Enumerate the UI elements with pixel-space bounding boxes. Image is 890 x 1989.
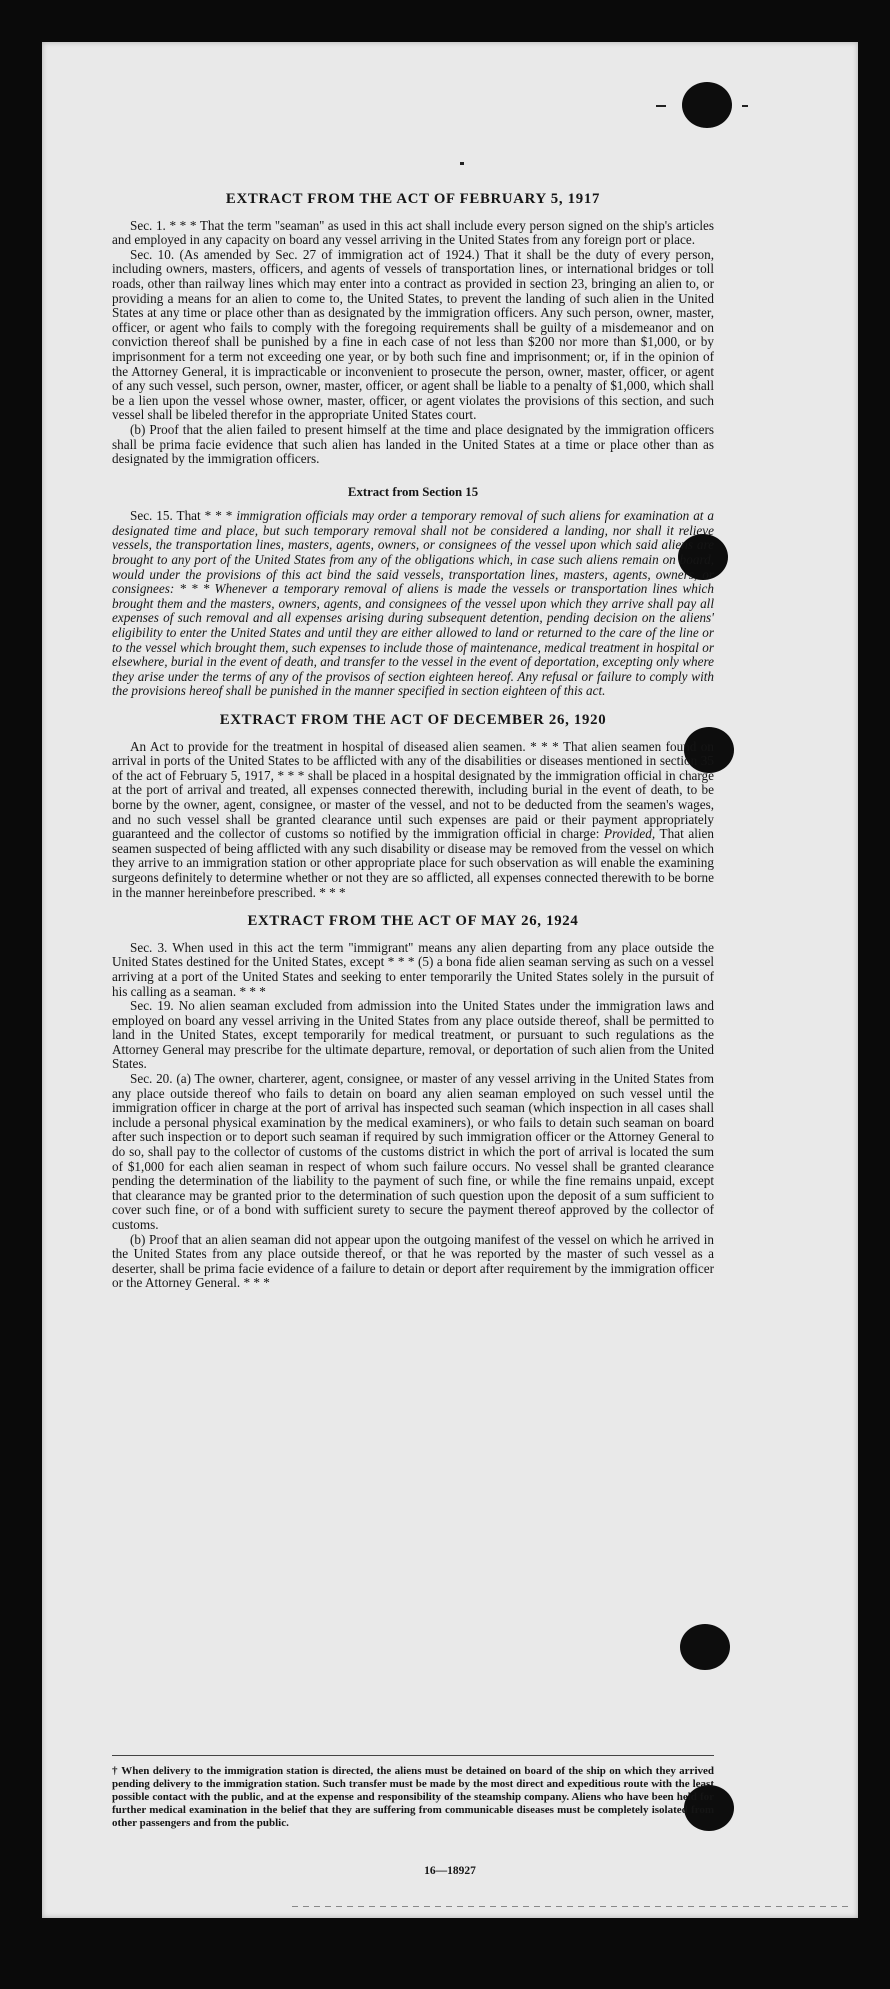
heading-dec-1920: EXTRACT FROM THE ACT OF DECEMBER 26, 1920 bbox=[219, 712, 607, 728]
paragraph-sec-10b: (b) Proof that the alien failed to present himself at the time and place designated by the immigration officers shall be prima facie evidence that such alien has landed in the United States at a time or place other than as designated by the immigration officers. bbox=[112, 421, 714, 467]
heading-section-15: Extract from Section 15 bbox=[347, 484, 479, 499]
punch-hole bbox=[680, 1624, 730, 1670]
dec-1920-rest: That alien seamen suspected of being afflicted with any such disability or disease may be removed from the vessel on which they arrive to an immigration station or other appropriate place for such observation as will enable the examining surgeons definitely to determine whether or not they are so afflicted, all expenses connected therewith to be borne in the manner hereinbefore prescribed. * * * bbox=[112, 826, 714, 900]
paragraph-sec-20b: (b) Proof that an alien seaman did not appear upon the outgoing manifest of the vessel on which he arrived in the United States from any place outside thereof, or that he was reported by the master of such vessel as a deserter, shall be prima facie evidence of a failure to detain or deport after requirement by the immigration officer or the Attorney General. * * * bbox=[112, 1231, 714, 1291]
paragraph-sec-19: Sec. 19. No alien seaman excluded from admission into the United States under the immigration laws and employed on board any vessel arriving in the United States from any place outside thereof, shall be permitted to land in the United States, except temporarily for medical treatment, or pursuant to such regulations as the Attorney General may prescribe for the ultimate departure, removal, or deportation of such alien from the United States. bbox=[112, 998, 714, 1072]
form-number: 16—18927 bbox=[424, 1865, 476, 1877]
paragraph-sec-15 bbox=[112, 509, 714, 699]
punch-mark bbox=[742, 105, 748, 107]
paragraph-sec-3: Sec. 3. When used in this act the term ''immigrant'' means any alien departing from any place outside the United States destined for the United States, except * * * (5) a bona fide alien seaman serving as such on a vessel arriving at a port of the United States and seeking to enter temporarily the United States solely in the pursuit of his calling as a seaman. * * * bbox=[112, 939, 714, 999]
sec-15-italic-text: immigration officials may order a temporary removal of such aliens for examination at a designated time and place, but such temporary removal shall not be considered a landing, nor shall it relieve vessels, the transportation lines, masters, agents, owners, or consignees of the vessel upon which said aliens are brought to any port of the United States from any of the obligations which, in case such aliens remain on board, would under the provisions of this act bind the said vessels, transportation lines, masters, agents, owners, or consignees: * * * Whenever a temporary removal of aliens is made the vessels or transportation lines which brought them and the masters, owners, agents, and consignees of the vessel upon which they arrive shall pay all expenses of such removal and all expenses arising during subsequent detention, pending decision on the aliens' eligibility to enter the United States and until they are either allowed to land or returned to the care of the line or to the vessel which brought them, such expenses to include those of maintenance, medical treatment in hospital or elsewhere, burial in the event of death, and transfer to the vessel in the event of deportation, excepting only where they arise under the terms of any of the provisos of section eighteen hereof. Any refusal or failure to comply with the provisions hereof shall be punished in the manner specified in section eighteen of this act. bbox=[112, 508, 715, 699]
provided-word: Provided, bbox=[604, 826, 656, 842]
paragraph-sec-1: Sec. 1. * * * That the term ''seaman'' as used in this act shall include every person signed on the ship's articles and employed in any capacity on board any vessel arriving in the United States from any foreign port or place. bbox=[112, 217, 714, 248]
heading-may-1924: EXTRACT FROM THE ACT OF MAY 26, 1924 bbox=[247, 913, 579, 930]
document-body bbox=[112, 192, 714, 1291]
paragraph-sec-10: Sec. 10. (As amended by Sec. 27 of immigration act of 1924.) That it shall be the duty of every person, including owners, masters, officers, and agents of vessels of transportation lines, or international bridges or toll roads, other than railway lines which may enter into a contract as provided in section 23, bringing an alien to, or providing a means for an alien to come to, the United States, to prevent the landing of such alien in the United States at any time or place other than as designated by the immigration officers. Any such person, owner, master, officer, or agent who fails to comply with the foregoing requirements shall be guilty of a misdemeanor and on conviction thereof shall be punished by a fine in each case of not less than $200 nor more than $1,000, or by imprisonment for a term not exceeding one year, or by both such fine and imprisonment; or, if in the opinion of the Attorney General, it is impracticable or inconvenient to prosecute the person, owner, master, officer, or agent of any such vessel, such person, owner, master, officer, or agent shall be liable to a penalty of $1,000, which shall be a lien upon the vessel whose owner, master, officer, or agent violates the provisions of this section, and such vessel shall be libeled therefor in the appropriate United States court. bbox=[112, 246, 714, 423]
punch-hole-top bbox=[682, 82, 732, 128]
dec-1920-text: An Act to provide for the treatment in hospital of diseased alien seamen. * * * That alien seamen found on arrival in ports of the United States to be afflicted with any of the disabilities or diseases mentioned in section 35 of the act of February 5, 1917, * * * shall be placed in a hospital designated by the immigration official in charge at the port of arrival and treated, all expenses connected therewith, including burial in the event of death, to be borne by the owner, agent, consignee, or master of the vessel, and not to be deducted from the seamen's wages, and no such vessel shall be granted clearance until such expenses are paid or their payment appropriately guaranteed and the collector of customs so notified by the immigration official in charge: bbox=[112, 738, 714, 842]
document-sheet bbox=[42, 42, 858, 1918]
paragraph-dec-1920 bbox=[112, 740, 714, 901]
sec-15-lead: Sec. 15. That * * * bbox=[130, 508, 237, 524]
paragraph-sec-20a: Sec. 20. (a) The owner, charterer, agent, consignee, or master of any vessel arriving in the United States from any place outside thereof who fails to detain on board any alien seaman employed on such vessel until the immigration officer in charge at the port of arrival has inspected such seaman (which inspection in all cases shall include a personal physical examination by the medical examiners), or who fails to detain such seaman on board after such inspection or to deport such seaman if required by such immigration officer or the Attorney General to do so, shall pay to the collector of customs of the customs district in which the port of arrival is located the sum of $1,000 for each alien seaman in respect of whom such failure occurs. No vessel shall be granted clearance pending the determination of the liability to the payment of such fine, or while the fine remains unpaid, except that clearance may be granted prior to the determination of such question upon the deposit of a sum sufficient to cover such fine, or of a bond with sufficient surety to secure the payment thereof approved by the collector of customs. bbox=[112, 1071, 714, 1232]
center-mark bbox=[460, 162, 464, 165]
heading-feb-1917: EXTRACT FROM THE ACT OF FEBRUARY 5, 1917 bbox=[225, 191, 601, 207]
footnote-rule bbox=[112, 1755, 714, 1756]
punch-mark bbox=[656, 105, 666, 107]
bottom-edge-mark bbox=[292, 1906, 852, 1907]
footnote: † When delivery to the immigration station is directed, the aliens must be detained on board of the ship on which they arrived pending delivery to the immigration station. Such transfer must be made by the most direct and expeditious route with the least possible contact with the public, and at the expense and responsibility of the steamship company. Aliens who have been held for further medical examination in the belief that they are suffering from communicable diseases must be completely isolated from other passengers and from the public. bbox=[112, 1765, 714, 1829]
